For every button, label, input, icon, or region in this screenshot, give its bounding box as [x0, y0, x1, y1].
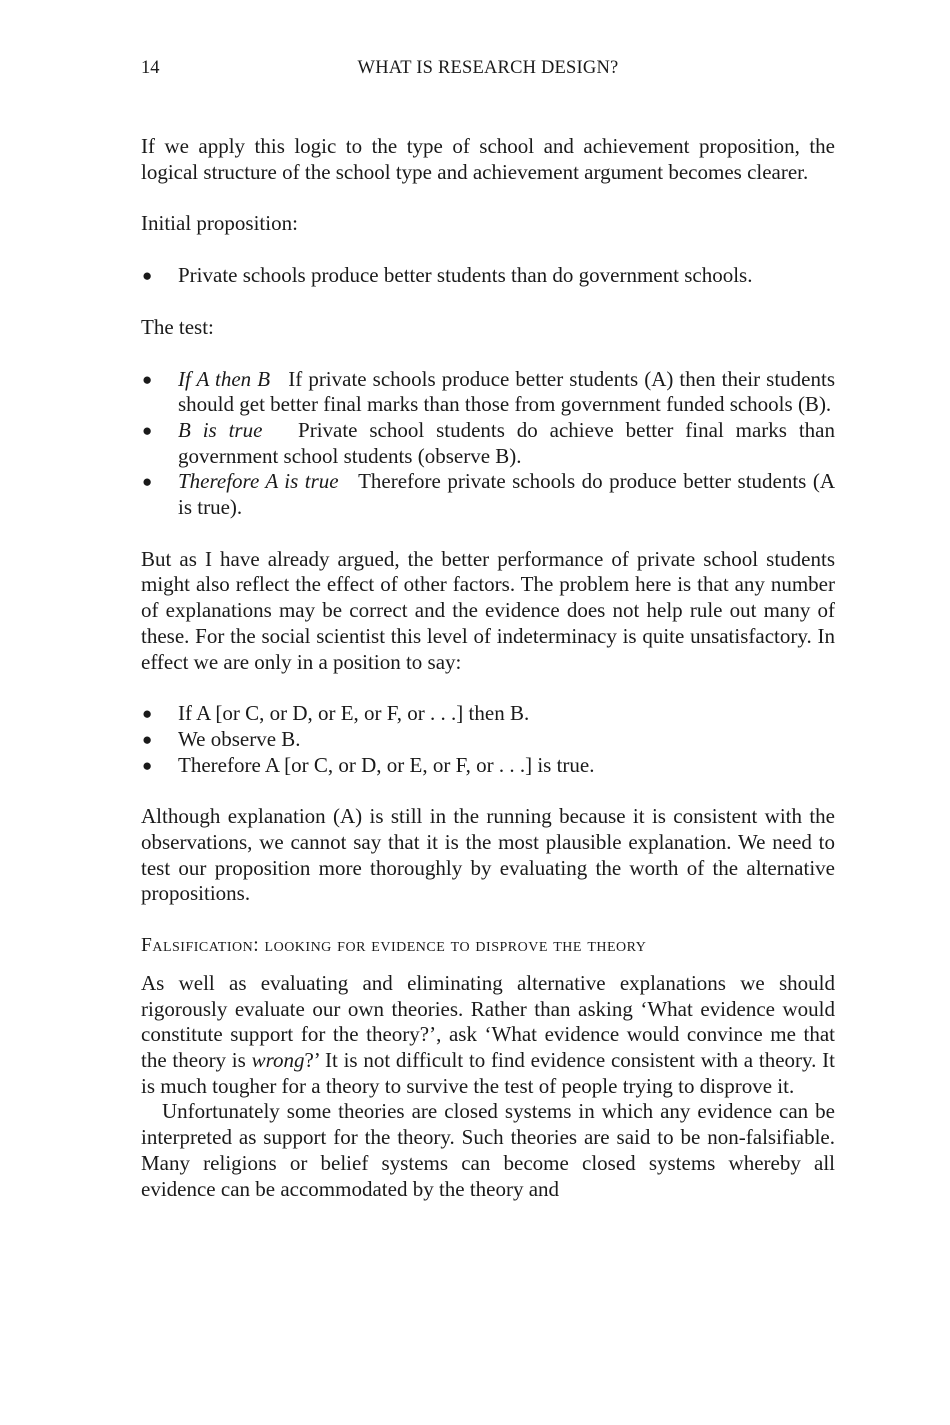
list-item-lead: Therefore A is true: [178, 469, 339, 494]
list-item: ● Private schools produce better students than do government schools.: [142, 263, 753, 288]
intro-paragraph: If we apply this logic to the type of school and achievement proposition, the logical structure of the school type and achievement argument becomes clearer.: [141, 134, 835, 184]
bullet-icon: ●: [142, 369, 153, 389]
emphasis-word: wrong: [251, 1047, 305, 1072]
bullet-icon: ●: [142, 704, 153, 724]
bullet-icon: ●: [142, 755, 153, 775]
list-item: ● Therefore A [or C, or D, or E, or F, or . . .] is true.: [142, 752, 595, 777]
running-title: WHAT IS RESEARCH DESIGN?: [357, 58, 619, 78]
list-item-lead: B is true: [178, 417, 263, 442]
list-item: [141, 367, 835, 418]
list-item-text: Therefore private schools do produce better students (A is true).: [178, 469, 835, 520]
bullet-icon: ●: [142, 420, 153, 440]
test-label: The test:: [141, 314, 214, 339]
list-item: [141, 418, 835, 469]
conclusion-paragraph: Although explanation (A) is still in the running because it is consistent with the observations, we cannot say that it is the most plausible explanation. We need to test our proposition more thoroughly by evaluating the worth of the alternative propositions.: [141, 804, 835, 906]
page-number: 14: [141, 58, 160, 78]
closing-paragraph: Unfortunately some theories are closed systems in which any evidence can be interpreted as support for the theory. Such theories are said to be non-falsifiable. Many religions or belief systems can become closed systems whereby all evidence can be accommodated by the theory and: [141, 1099, 835, 1201]
argument-paragraph: But as I have already argued, the better performance of private school students might also reflect the effect of other factors. The problem here is that any number of explanations may be correct and the evidence does not help rule out many of these. For the social scientist this level of indeterminacy is quite unsatisfactory. In effect we are only in a position to say:: [141, 546, 835, 674]
initial-proposition-list: [141, 263, 835, 289]
alternative-list: [141, 701, 835, 778]
bullet-icon: ●: [142, 729, 153, 749]
test-list: [141, 367, 835, 521]
page-header: [141, 58, 835, 86]
list-item-lead: If A then B: [178, 366, 271, 391]
initial-proposition-label: Initial proposition:: [141, 211, 298, 236]
bullet-icon: ●: [142, 266, 153, 286]
list-item-text: Private school students do achieve better final marks than government school students (observe B).: [178, 417, 835, 468]
section-heading: Falsification: looking for evidence to disprove the theory: [141, 935, 647, 957]
falsification-paragraph: As well as evaluating and eliminating alternative explanations we should rigorously evaluate our own theories. Rather than asking ‘What evidence would constitute support for the theory?’, ask ‘What evidence would convince me that the theory is wrong?’ It is not difficult to find evidence consistent with a theory. It is much tougher for a theory to survive the test of people trying to disprove it.: [141, 970, 835, 1098]
list-item: [141, 469, 835, 520]
page-body: [141, 134, 835, 1202]
bullet-icon: ●: [142, 472, 153, 492]
list-item-text: If private schools produce better students (A) then their students should get better final marks than those from government funded schools (B).: [178, 366, 836, 417]
list-item: ● We observe B.: [142, 726, 301, 751]
list-item: ● If A [or C, or D, or E, or F, or . . .] then B.: [142, 701, 530, 726]
